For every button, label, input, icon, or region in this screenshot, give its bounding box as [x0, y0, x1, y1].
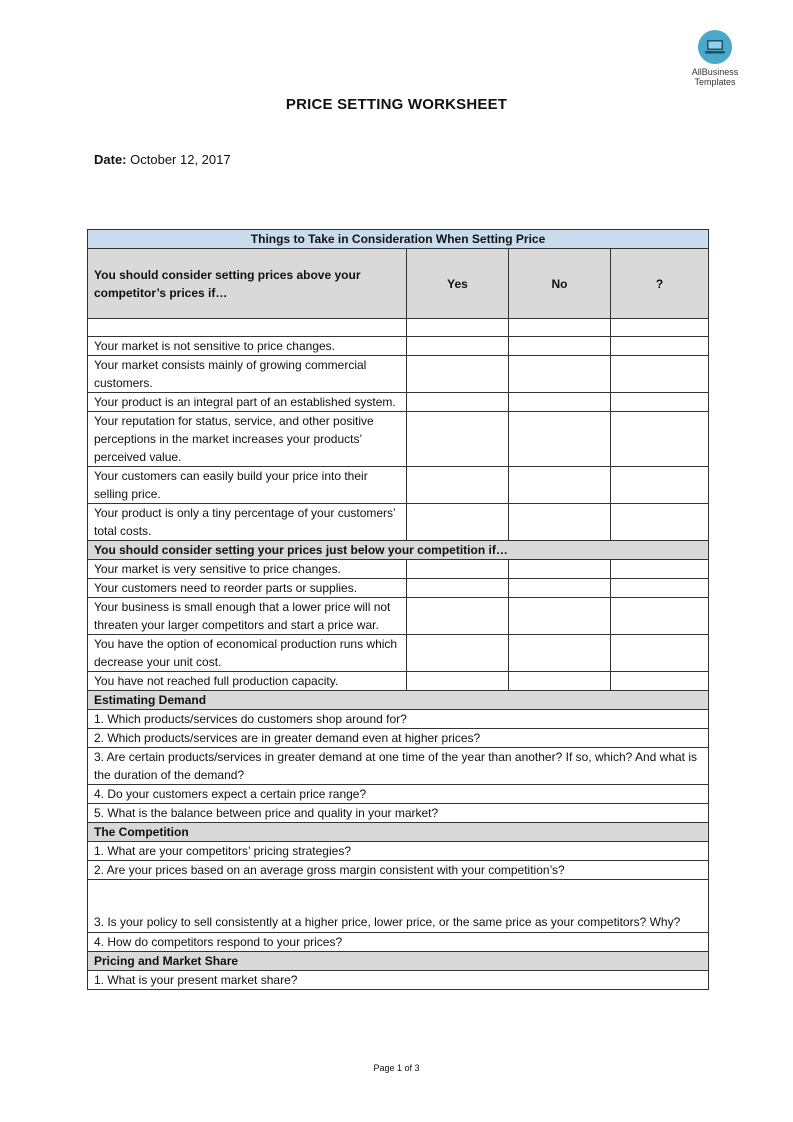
table-row: [88, 393, 709, 412]
question-text: 4. How do competitors respond to your prices?: [88, 933, 709, 952]
answer-no-cell[interactable]: [509, 412, 611, 467]
criterion-text: Your product is an integral part of an established system.: [88, 393, 407, 412]
date-value: October 12, 2017: [130, 152, 231, 167]
question-text: 3. Is your policy to sell consistently at a higher price, lower price, or the same price as your competitors? Why?: [88, 880, 709, 933]
question-text: 1. What is your present market share?: [88, 971, 709, 990]
question-text: 4. Do your customers expect a certain price range?: [88, 785, 709, 804]
table-row: [88, 560, 709, 579]
section1-header-row: [88, 249, 709, 319]
section4-heading: The Competition: [88, 823, 709, 842]
answer-unsure-cell[interactable]: [611, 319, 709, 337]
question-row: [88, 933, 709, 952]
date-label: Date:: [94, 152, 127, 167]
answer-unsure-cell[interactable]: [611, 337, 709, 356]
criterion-text: Your market consists mainly of growing commercial customers.: [88, 356, 407, 393]
answer-unsure-cell[interactable]: [611, 412, 709, 467]
question-row: [88, 971, 709, 990]
table-row: [88, 356, 709, 393]
answer-yes-cell[interactable]: [407, 635, 509, 672]
answer-unsure-cell[interactable]: [611, 560, 709, 579]
section2-heading: You should consider setting your prices just below your competition if…: [88, 541, 709, 560]
section1-heading: You should consider setting prices above your competitor’s prices if…: [88, 249, 407, 319]
table-row: [88, 672, 709, 691]
table-row: [88, 412, 709, 467]
table-row: [88, 598, 709, 635]
answer-unsure-cell[interactable]: [611, 393, 709, 412]
question-text: 2. Which products/services are in greater demand even at higher prices?: [88, 729, 709, 748]
answer-no-cell[interactable]: [509, 635, 611, 672]
logo-text: AllBusiness Templates: [691, 67, 739, 87]
question-text: 1. What are your competitors’ pricing strategies?: [88, 842, 709, 861]
page-title: PRICE SETTING WORKSHEET: [285, 96, 508, 113]
column-yes: Yes: [407, 249, 509, 319]
section2-header-row: [88, 541, 709, 560]
answer-yes-cell[interactable]: [407, 672, 509, 691]
column-unsure: ?: [611, 249, 709, 319]
answer-yes-cell[interactable]: [407, 560, 509, 579]
answer-yes-cell[interactable]: [407, 598, 509, 635]
table-row: [88, 337, 709, 356]
table-row: [88, 504, 709, 541]
empty-cell: [88, 319, 407, 337]
criterion-text: Your customers need to reorder parts or supplies.: [88, 579, 407, 598]
criterion-text: Your business is small enough that a lower price will not threaten your larger competitors and start a price war.: [88, 598, 407, 635]
answer-yes-cell[interactable]: [407, 579, 509, 598]
section3-header-row: [88, 691, 709, 710]
question-text: 3. Are certain products/services in greater demand at one time of the year than another? If so, which? And what is the duration of the demand?: [88, 748, 709, 785]
section4-header-row: [88, 823, 709, 842]
question-row: [88, 861, 709, 880]
section5-header-row: [88, 952, 709, 971]
answer-no-cell[interactable]: [509, 579, 611, 598]
answer-yes-cell[interactable]: [407, 319, 509, 337]
answer-yes-cell[interactable]: [407, 356, 509, 393]
answer-no-cell[interactable]: [509, 504, 611, 541]
question-row: [88, 785, 709, 804]
answer-yes-cell[interactable]: [407, 337, 509, 356]
answer-unsure-cell[interactable]: [611, 504, 709, 541]
criterion-text: You have not reached full production capacity.: [88, 672, 407, 691]
table-row: [88, 635, 709, 672]
answer-unsure-cell[interactable]: [611, 672, 709, 691]
answer-no-cell[interactable]: [509, 672, 611, 691]
criterion-text: Your product is only a tiny percentage of your customers’ total costs.: [88, 504, 407, 541]
answer-no-cell[interactable]: [509, 467, 611, 504]
table-row: [88, 579, 709, 598]
criterion-text: Your market is very sensitive to price changes.: [88, 560, 407, 579]
question-row: [88, 710, 709, 729]
answer-no-cell[interactable]: [509, 337, 611, 356]
answer-no-cell[interactable]: [509, 598, 611, 635]
empty-row: [88, 319, 709, 337]
criterion-text: Your customers can easily build your price into their selling price.: [88, 467, 407, 504]
answer-yes-cell[interactable]: [407, 467, 509, 504]
answer-yes-cell[interactable]: [407, 504, 509, 541]
answer-no-cell[interactable]: [509, 560, 611, 579]
answer-unsure-cell[interactable]: [611, 579, 709, 598]
question-row: [88, 804, 709, 823]
question-row: [88, 748, 709, 785]
criterion-text: You have the option of economical production runs which decrease your unit cost.: [88, 635, 407, 672]
column-no: No: [509, 249, 611, 319]
answer-unsure-cell[interactable]: [611, 598, 709, 635]
section5-heading: Pricing and Market Share: [88, 952, 709, 971]
answer-unsure-cell[interactable]: [611, 467, 709, 504]
table-row: [88, 467, 709, 504]
answer-yes-cell[interactable]: [407, 393, 509, 412]
answer-no-cell[interactable]: [509, 393, 611, 412]
question-row: [88, 729, 709, 748]
table-header: Things to Take in Consideration When Setting Price: [88, 230, 709, 249]
criterion-text: Your market is not sensitive to price changes.: [88, 337, 407, 356]
allbusiness-logo: [680, 30, 750, 87]
section3-heading: Estimating Demand: [88, 691, 709, 710]
worksheet-table: [87, 229, 709, 990]
answer-yes-cell[interactable]: [407, 412, 509, 467]
laptop-icon: [698, 30, 732, 64]
question-row: [88, 842, 709, 861]
criterion-text: Your reputation for status, service, and other positive perceptions in the market increases your products’ perceived value.: [88, 412, 407, 467]
answer-no-cell[interactable]: [509, 319, 611, 337]
date-line: [94, 152, 231, 167]
question-text: 2. Are your prices based on an average gross margin consistent with your competition’s?: [88, 861, 709, 880]
answer-unsure-cell[interactable]: [611, 635, 709, 672]
page-footer: Page 1 of 3: [373, 1063, 420, 1073]
answer-no-cell[interactable]: [509, 356, 611, 393]
question-text: 1. Which products/services do customers shop around for?: [88, 710, 709, 729]
question-row: [88, 880, 709, 933]
question-text: 5. What is the balance between price and quality in your market?: [88, 804, 709, 823]
answer-unsure-cell[interactable]: [611, 356, 709, 393]
